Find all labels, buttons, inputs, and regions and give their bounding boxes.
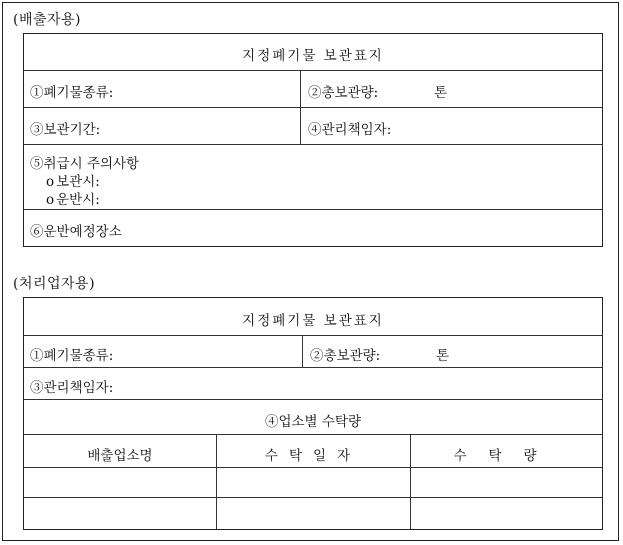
shipper-total-unit: 톤 <box>434 85 448 101</box>
processor-manager-label: ③관리책임자: <box>30 380 114 396</box>
shipper-manager-label: ④관리책임자: <box>308 122 392 138</box>
shipper-divider <box>300 108 301 144</box>
bullet-icon: o <box>46 174 55 190</box>
table-row <box>24 498 602 529</box>
shipper-row-period-manager <box>24 108 602 145</box>
shipper-form <box>23 33 603 247</box>
table-column-divider <box>216 498 217 529</box>
shipper-section-label: (배출자용) <box>13 12 82 28</box>
shipper-precautions-label: ⑤취급시 주의사항 <box>30 156 140 172</box>
shipper-row-type-amount <box>24 71 602 108</box>
bullet-icon: o <box>46 192 55 208</box>
shipper-divider <box>300 71 301 107</box>
processor-form <box>23 297 603 530</box>
shipper-row-precautions <box>24 145 602 210</box>
shipper-transport-note: o 운반시: <box>46 192 100 208</box>
table-column-divider <box>216 468 217 497</box>
processor-table-header <box>24 435 602 468</box>
table-header-shipper-name: 배출업소명 <box>87 448 153 464</box>
processor-total-unit: 톤 <box>436 348 450 364</box>
table-column-divider <box>410 468 411 497</box>
table-column-divider <box>410 498 411 529</box>
shipper-row-destination <box>24 210 602 246</box>
shipper-title-row <box>24 34 602 71</box>
shipper-total-storage-label: ②총보관량: <box>308 85 379 101</box>
processor-divider <box>302 336 303 367</box>
processor-total-storage-label: ②총보관량: <box>310 348 381 364</box>
shipper-storage-note: o 보관시: <box>46 174 100 190</box>
processor-section-label: (처리업자용) <box>13 276 96 292</box>
shipper-waste-type-label: ①폐기물종류: <box>30 85 114 101</box>
processor-consignment-label: ④업소별 수탁량 <box>264 414 362 430</box>
table-header-consignment-date: 수탁일자 <box>264 448 362 464</box>
table-row <box>24 468 602 498</box>
shipper-planned-destination-label: ⑥운반예정장소 <box>30 224 122 240</box>
table-header-consignment-amount: 수탁량 <box>453 448 559 464</box>
shipper-title: 지정폐기물 보관표지 <box>242 48 384 64</box>
processor-waste-type-label: ①폐기물종류: <box>30 348 114 364</box>
processor-row-manager <box>24 368 602 400</box>
processor-row-consignment <box>24 400 602 435</box>
shipper-storage-period-label: ③보관기간: <box>30 122 101 138</box>
processor-title: 지정폐기물 보관표지 <box>242 313 384 329</box>
processor-title-row <box>24 298 602 336</box>
processor-row-type-amount <box>24 336 602 368</box>
document-page <box>2 2 619 541</box>
